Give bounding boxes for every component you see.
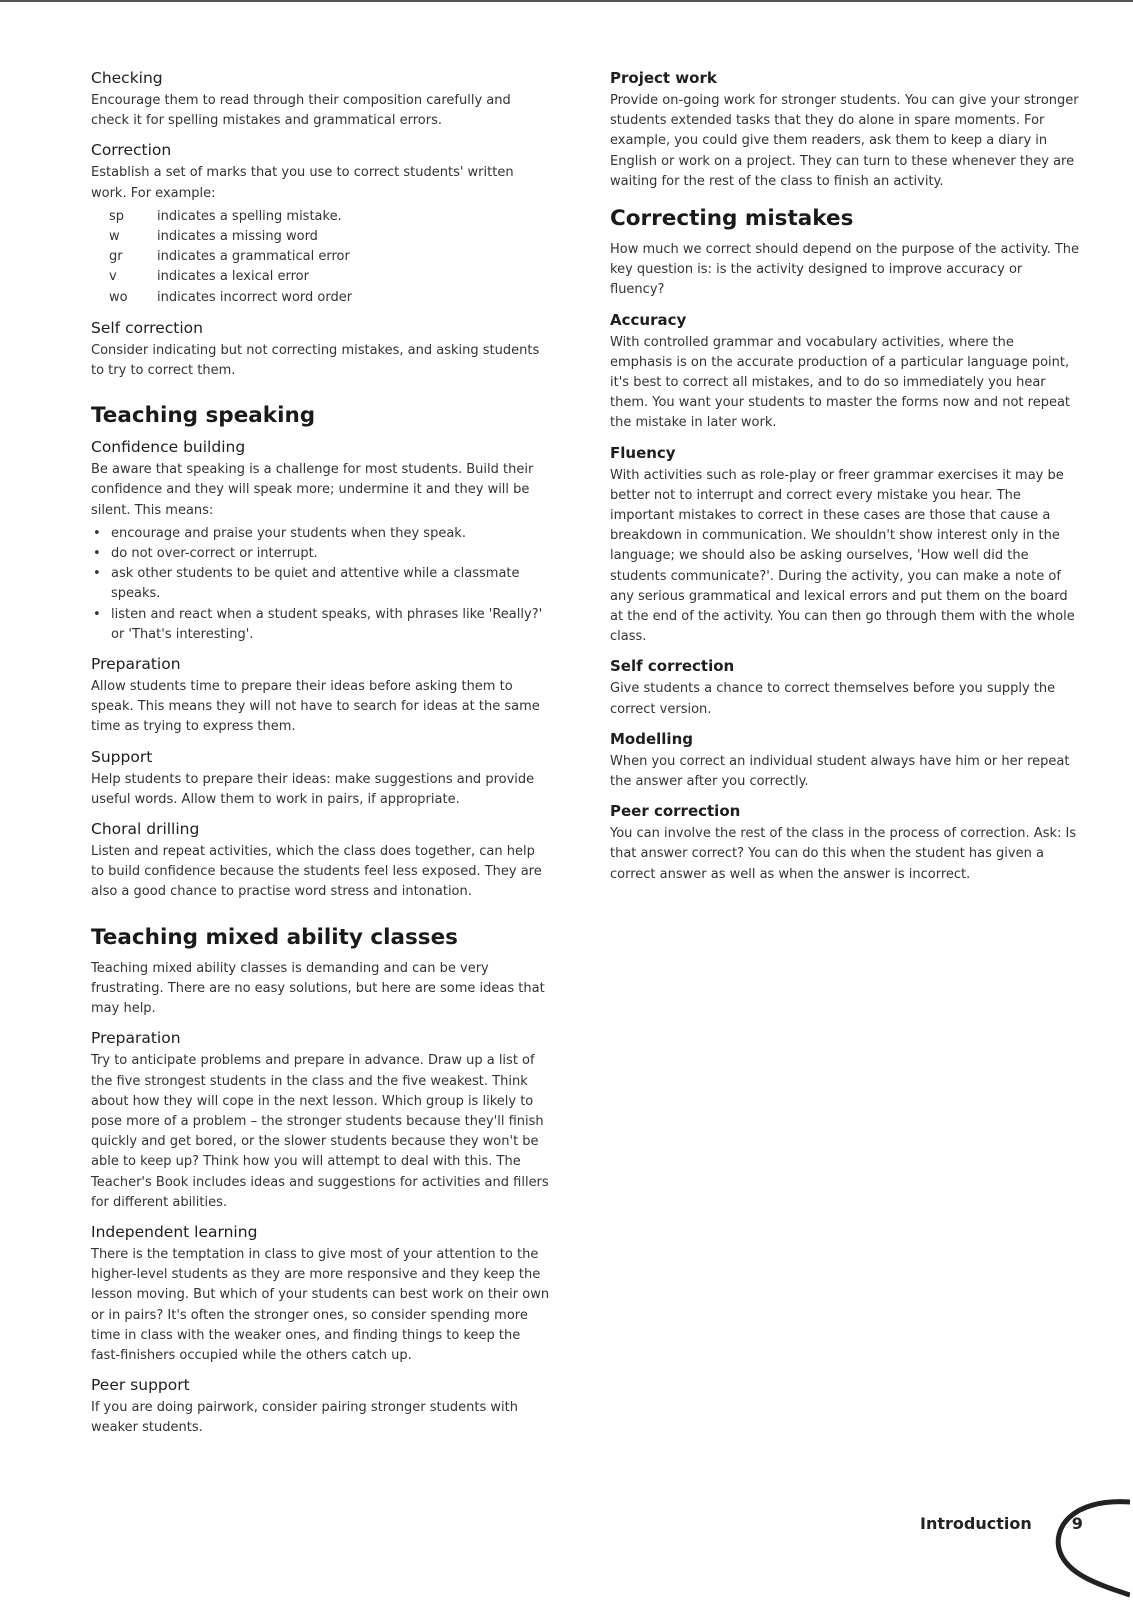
modelling-title: Modelling [610,729,693,748]
mark-code: gr [109,249,123,265]
bullet-item: • ask other students to be quiet and attentive while a classmate speaks. [91,564,551,604]
top-rule [0,0,1133,2]
mark-code: wo [109,289,128,305]
mixed-ability-intro: Teaching mixed ability classes is demanding and can be very frustrating. There are no easy solutions, but here are some ideas that may help. [91,960,545,1017]
independent-learning-title: Independent learning [91,1222,258,1241]
peer-correction-title: Peer correction [610,802,741,821]
left-column [91,68,551,1448]
bullet-item: • do not over-correct or interrupt. [91,544,551,564]
checking-text: Encourage them to read through their composition carefully and check it for spelling mistakes and grammatical errors. [91,93,511,129]
correcting-mistakes-heading: Correcting mistakes [610,206,854,232]
speaking-preparation-text: Allow students time to prepare their ideas before asking them to speak. This means they will not have to search for ideas at the same time as trying to express them. [91,679,540,735]
footer-section-title: Introduction [920,1513,1032,1533]
right-self-correction-text: Give students a chance to correct themselves before you supply the correct version. [610,681,1056,717]
mark-desc: indicates a spelling mistake. [157,208,342,224]
mark-code: w [109,229,120,245]
support-text: Help students to prepare their ideas: make suggestions and provide useful words. Allow them to work in pairs, if appropriate. [91,771,535,807]
teaching-speaking-heading: Teaching speaking [91,403,316,429]
mark-code: sp [109,208,125,224]
speaking-preparation-title: Preparation [91,655,181,674]
choral-drilling-title: Choral drilling [91,820,200,839]
fluency-text: With activities such as role-play or freer grammar exercises it may be better not to interrupt and correct every mistake you hear. The important mistakes to correct in these cases are those that cause a breakdown in communication. We shouldn't show interest only in the language; we should also be asking ourselves, 'How well did the students communicate?'. During the activity, you can make a note of any serious grammatical and lexical errors and put them on the board at the end of the activity. You can then go through them with the whole class. [610,467,1075,645]
mixed-ability-heading: Teaching mixed ability classes [91,924,458,950]
self-correction-text: Consider indicating but not correcting mistakes, and asking students to try to correct them. [91,342,540,379]
confidence-text: Be aware that speaking is a challenge for most students. Build their confidence and they will speak more; undermine it and they will be silent. This means: [91,462,534,518]
peer-support-text: If you are doing pairwork, consider pairing stronger students with weaker students. [91,1400,518,1436]
mixed-preparation-title: Preparation [91,1029,181,1048]
mark-row [109,247,551,267]
choral-drilling-text: Listen and repeat activities, which the class does together, can help to build confidence because the students feel less exposed. They are also a good chance to practise word stress and intonation. [91,844,542,900]
correction-title: Correction [91,141,172,160]
mark-code: v [109,269,117,285]
mark-desc: indicates a lexical error [157,269,309,285]
mark-row [109,288,551,308]
right-self-correction-title: Self correction [610,657,735,676]
project-work-text: Provide on-going work for stronger students. You can give your stronger students extended tasks that they do alone in spare moments. For example, you could give them readers, ask them to keep a diary in English or work on a project. They can turn to these whenever they are waiting for the rest of the class to finish an activity. [610,93,1079,189]
accuracy-text: With controlled grammar and vocabulary activities, where the emphasis is on the accurate production of a particular language point, it's best to correct all mistakes, and to do so immediately you hear them. You want your students to master the forms now and not repeat the mistake in later work. [610,334,1071,431]
mark-row [109,227,551,247]
right-column [610,68,1080,894]
checking-title: Checking [91,69,163,87]
correcting-intro: How much we correct should depend on the purpose of the activity. The key question is: is the activity designed to improve accuracy or fluency? [610,242,1080,298]
mixed-preparation-text: Try to anticipate problems and prepare in advance. Draw up a list of the five strongest students in the class and the five weakest. Think about how they will cope in the next lesson. Which group is likely to pose more of a problem – the stronger students because they'll finish quickly and get bored, or the slower students because they won't be able to keep up? Think how you will attempt to deal with this. The Teacher's Book includes ideas and suggestions for activities and fillers for different abilities. [91,1053,549,1210]
support-title: Support [91,747,153,766]
fluency-title: Fluency [610,443,676,462]
confidence-bullet-list [91,524,551,645]
peer-support-title: Peer support [91,1376,190,1395]
page-number: 9 [1071,1513,1083,1533]
page-tab-curve-icon [1030,1490,1130,1600]
project-work-title: Project work [610,69,717,87]
mark-row [109,207,551,227]
bullet-item: • listen and react when a student speaks, with phrases like 'Really?' or 'That's interesting'. [91,605,551,645]
peer-correction-text: You can involve the rest of the class in the process of correction. Ask: Is that answer correct? You can do this when the student has given a correct answer as well as when the answer is incorrect. [610,826,1077,882]
correction-text: Establish a set of marks that you use to correct students' written work. For example: [91,165,514,201]
mark-desc: indicates a grammatical error [157,249,350,265]
self-correction-title: Self correction [91,318,203,337]
correction-marks-list [109,207,551,308]
mark-desc: indicates incorrect word order [157,289,353,305]
confidence-title: Confidence building [91,438,246,457]
independent-learning-text: There is the temptation in class to give most of your attention to the higher-level students as they are more responsive and they keep the lesson moving. But which of your students can best work on their own or in pairs? It's often the stronger ones, so consider spending more time in class with the weaker ones, and finding things to keep the fast-finishers occupied while the others catch up. [91,1246,550,1363]
bullet-item: • encourage and praise your students when they speak. [91,524,551,544]
mark-row [109,267,551,287]
modelling-text: When you correct an individual student always have him or her repeat the answer after you correctly. [610,753,1070,790]
accuracy-title: Accuracy [610,310,687,329]
mark-desc: indicates a missing word [157,229,318,245]
